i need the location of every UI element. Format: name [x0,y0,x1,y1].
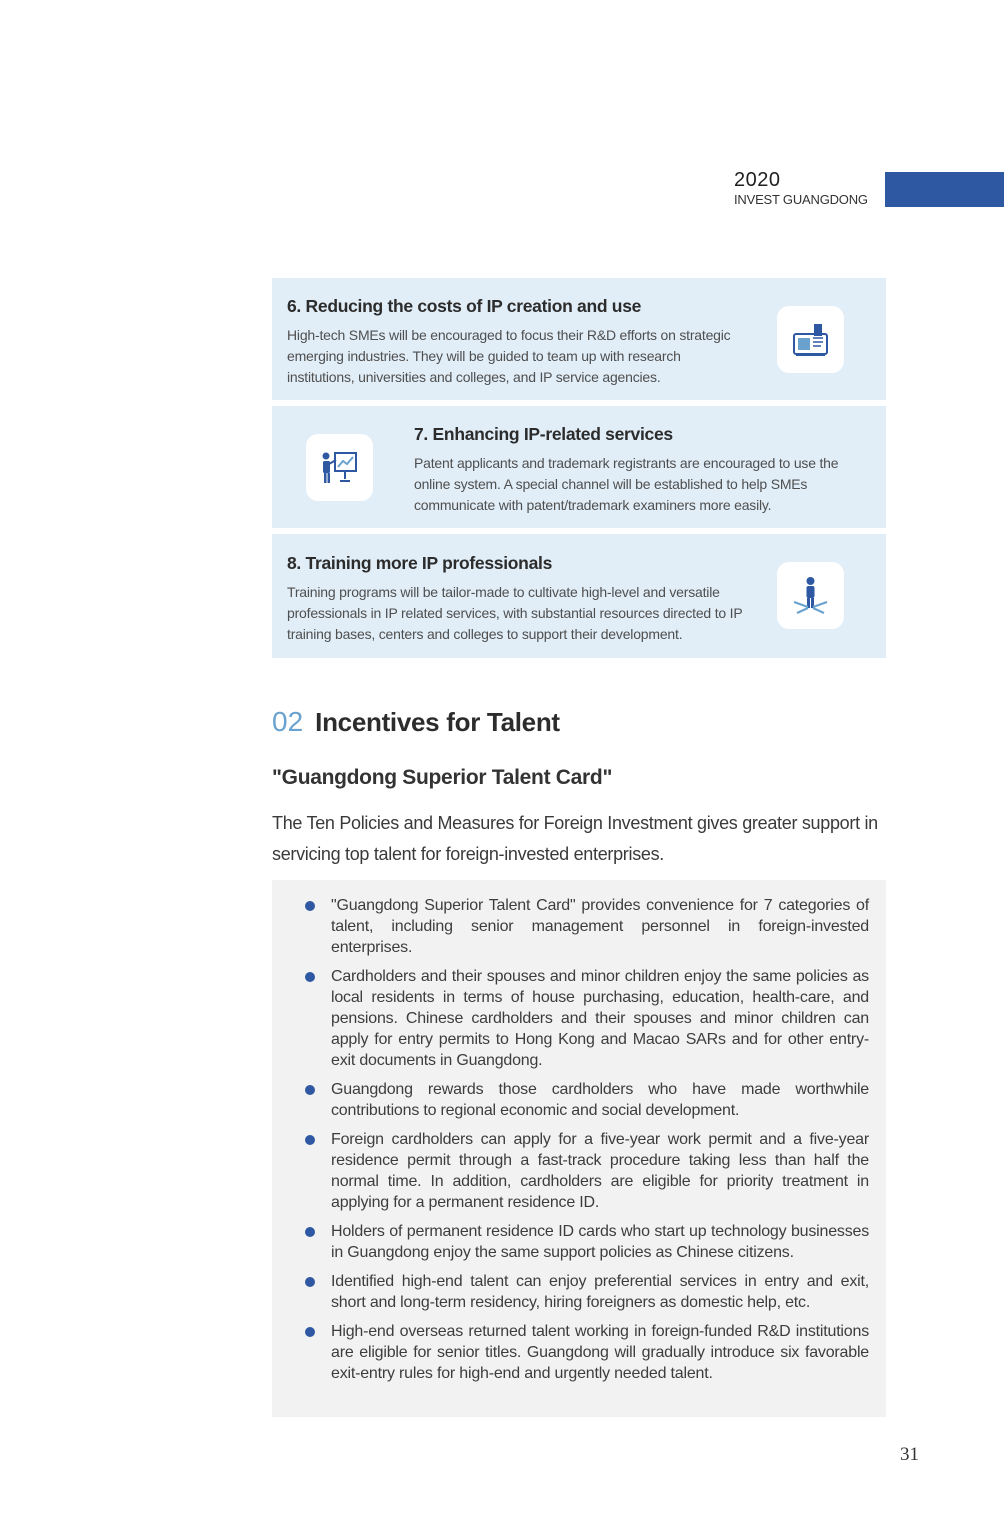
bullet-list [272,895,886,1392]
bullet-icon [305,1135,315,1145]
intro-paragraph: The Ten Policies and Measures for Foreign Investment gives greater support in servicing top talent for foreign-invested enterprises. [272,813,878,864]
section-heading [272,706,560,738]
policy-box-title: 6. Reducing the costs of IP creation and use [287,296,642,316]
bullet-icon [305,1085,315,1095]
list-item-text: Holders of permanent residence ID cards who start up technology businesses in Guangdong enjoy the same support policies as Chinese citizens. [331,1223,869,1261]
page-header [734,168,868,208]
list-item-text: Guangdong rewards those cardholders who have made worthwhile contributions to regional economic and social development. [331,1081,869,1119]
header-subtitle: INVEST GUANGDONG [734,192,868,207]
list-item [272,1271,886,1313]
policy-box-text: Training programs will be tailor-made to cultivate high-level and versatile professionals in IP related services, with substantial resources directed to IP training bases, centers and colleges to support their development. [287,584,743,642]
list-item [272,966,886,1071]
section-title: Incentives for Talent [315,707,560,737]
list-item [272,895,886,958]
policy-box-title: 7. Enhancing IP-related services [414,424,673,444]
presentation-board-icon [306,434,373,501]
policy-box-6 [272,278,886,400]
policy-box-7 [272,406,886,528]
bullet-icon [305,1277,315,1287]
research-document-icon [777,306,844,373]
policy-box-text: Patent applicants and trademark registrants are encouraged to use the online system. A special channel will be established to help SMEs communicate with patent/trademark examiners more easily. [414,455,839,513]
policy-box-8 [272,534,886,658]
list-item-text: Identified high-end talent can enjoy preferential services in entry and exit, short and long-term residency, hiring foreigners as domestic help, etc. [331,1273,869,1311]
bullet-icon [305,1227,315,1237]
list-item [272,1221,886,1263]
list-item-text: Foreign cardholders can apply for a five-year work permit and a five-year residence permit through a fast-track procedure taking less than half the normal time. In addition, cardholders are eligible for priority treatment in applying for a permanent residence ID. [331,1131,869,1211]
section-number: 02 [272,706,304,737]
list-item [272,1129,886,1213]
list-item [272,1321,886,1384]
subheading: "Guangdong Superior Talent Card" [272,766,613,789]
policy-box-title: 8. Training more IP professionals [287,553,552,573]
list-item-text: Cardholders and their spouses and minor children enjoy the same policies as local residents in terms of house purchasing, education, health-care, and pensions. Chinese cardholders and their spouses and minor children can apply for entry permits to Hong Kong and Macao SARs and for other entry-exit documents in Guangdong. [331,968,869,1069]
person-at-crossroads-icon [777,562,844,629]
list-item-text: "Guangdong Superior Talent Card" provides convenience for 7 categories of talent, including senior management personnel in foreign-invested enterprises. [331,897,869,956]
page-number: 31 [900,1444,919,1465]
header-year: 2020 [734,169,781,191]
policy-box-text: High-tech SMEs will be encouraged to focus their R&D efforts on strategic emerging industries. They will be guided to team up with research institutions, universities and colleges, and IP service agencies. [287,327,731,385]
bullet-icon [305,972,315,982]
bullet-list-box [272,880,886,1417]
list-item [272,1079,886,1121]
header-accent-bar [885,172,1004,207]
list-item-text: High-end overseas returned talent working in foreign-funded R&D institutions are eligible for senior titles. Guangdong will gradually introduce six favorable exit-entry rules for high-end and urgently needed talent. [331,1323,869,1382]
bullet-icon [305,1327,315,1337]
bullet-icon [305,901,315,911]
